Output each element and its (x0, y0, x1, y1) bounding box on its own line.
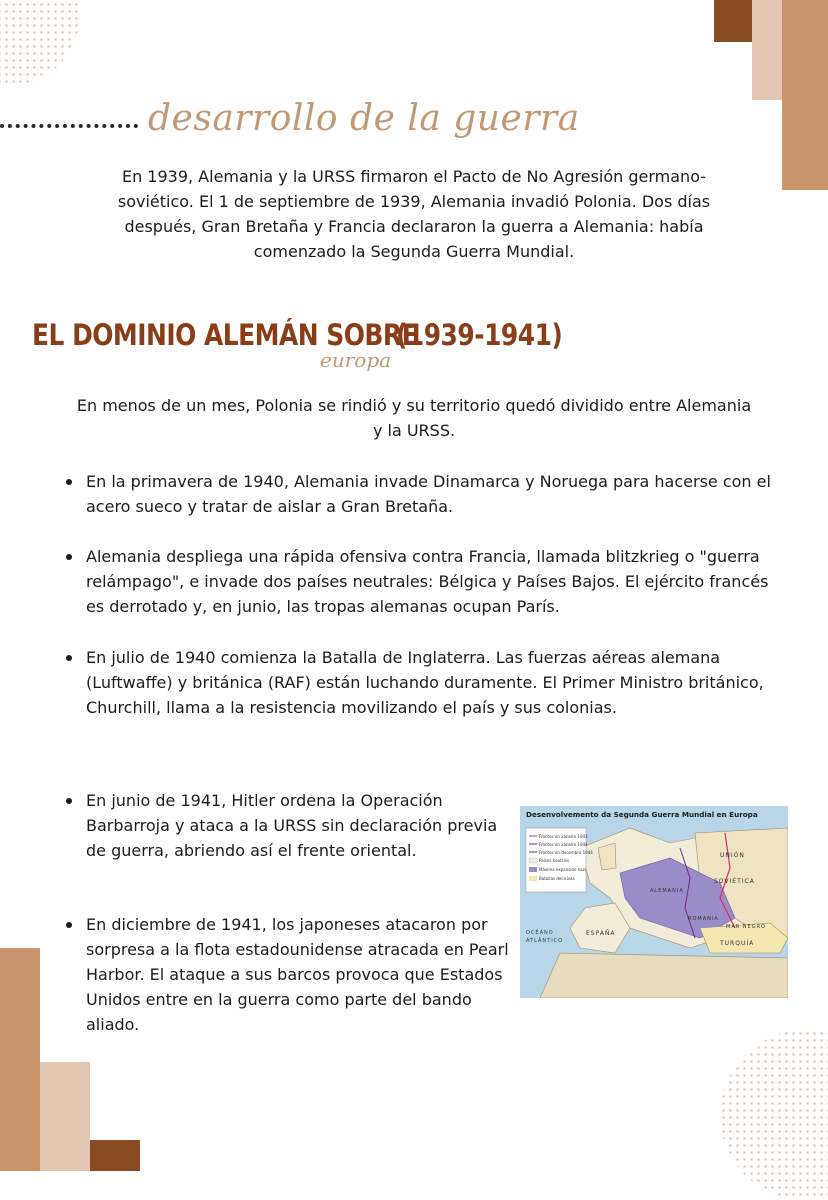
map-label-alemania: ALEMANIA (650, 888, 684, 894)
heading-years: (1939-1941) (396, 318, 563, 352)
bullet-item: En la primavera de 1940, Alemania invade Dinamarca y Noruega para hacerse con el acero sueco y tratar de aislar a Gran Bretaña. (86, 469, 776, 519)
map-legend-item: Frontes en xaneiro 1943 (539, 834, 588, 839)
map-label-turquia: TURQUÍA (720, 940, 755, 947)
map-label-romania: ROMANIA (688, 916, 719, 922)
deco-block-bottom-left-dark (90, 1140, 140, 1171)
deco-block-bottom-left-light (40, 1062, 90, 1171)
dot-pattern-bottom-right (720, 1030, 828, 1200)
map-label-union: UNIÓN (720, 852, 745, 859)
map-label-mar-negro: MAR NEGRO (726, 924, 766, 930)
heading-script-word: europa (320, 348, 392, 372)
intro-paragraph: En 1939, Alemania y la URSS firmaron el Pacto de No Agresión germano-soviético. El 1 de septiembre de 1939, Alemania invadió Polonia. Dos días después, Gran Bretaña y Francia declararon la guerra a Alemania: había comenzado la Segunda Guerra Mundial. (117, 167, 711, 261)
map-legend-item: Frontes en xaneiro 1944 (539, 842, 588, 847)
map-label-espana: ESPAÑA (586, 930, 616, 937)
bullet-item: Alemania despliega una rápida ofensiva contra Francia, llamada blitzkrieg o "guerra relámpago", e invade dos países neutrales: Bélgica y Países Bajos. El ejército francés es derrotado y, en junio, las tropas alemanas ocupan París. (86, 544, 786, 619)
section-title: desarrollo de la guerra (148, 98, 580, 139)
deco-block-top-right-light (752, 0, 782, 100)
deco-block-top-right-mid (782, 0, 828, 190)
bullet-item: En diciembre de 1941, los japoneses atacaron por sorpresa a la flota estadounidense atracada en Pearl Harbor. El ataque a sus barcos provoca que Estados Unidos entre en la guerra como parte del bando aliado. (86, 912, 511, 1037)
map-label-sovietica: SOVIÉTICA (714, 878, 755, 885)
deco-block-top-right-dark (714, 0, 752, 42)
map-label-oceano: OCÉANO (526, 930, 554, 936)
map-label-atlantico: ATLÁNTICO (526, 938, 564, 944)
map-legend-item: Máxima expansión nazi (539, 867, 586, 872)
map-legend-item: Batallas decisivas (539, 876, 575, 881)
map-legend-item: Países neutrais (539, 858, 570, 863)
dotted-rule (0, 124, 138, 128)
europe-war-map (520, 788, 788, 998)
deco-block-bottom-left-mid (0, 948, 40, 1171)
bullet-item: En julio de 1940 comienza la Batalla de Inglaterra. Las fuerzas aéreas alemana (Luftwaffe) y británica (RAF) están luchando duramente. El Primer Ministro británico, Churchill, llama a la resistencia movilizando el país y sus colonias. (86, 645, 776, 720)
map-legend-item: Frontes en decembro 1944 (539, 850, 593, 855)
dot-pattern-top-left (0, 0, 80, 85)
poland-paragraph: En menos de un mes, Polonia se rindió y su territorio quedó dividido entre Alemania y la URSS. (76, 396, 752, 440)
map-title: Desenvolvemento da Segunda Guerra Mundial en Europa (526, 810, 758, 819)
bullet-item: En junio de 1941, Hitler ordena la Operación Barbarroja y ataca a la URSS sin declaración previa de guerra, abriendo así el frente oriental. (86, 788, 506, 863)
heading-main: EL DOMINIO ALEMÁN SOBRE (32, 318, 419, 352)
